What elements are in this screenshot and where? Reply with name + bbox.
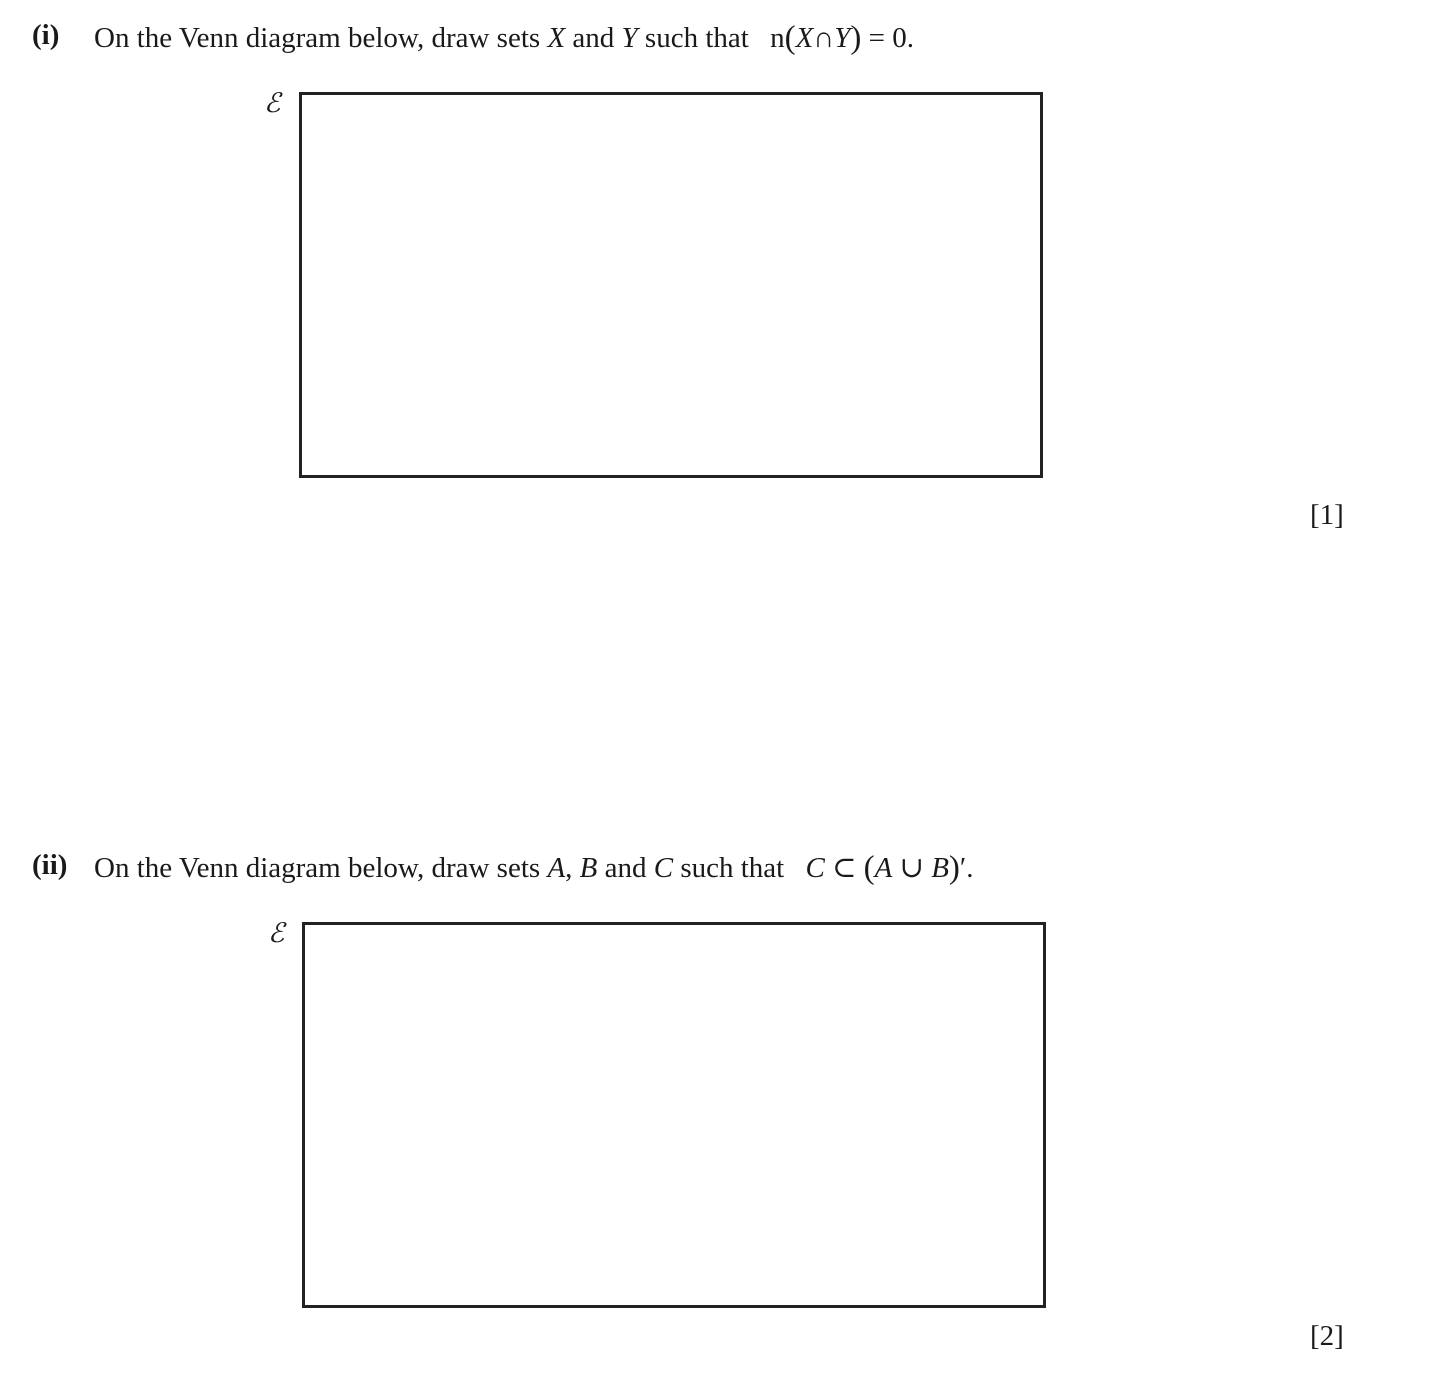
set-x-label: X [547, 22, 566, 54]
math-c: C [805, 852, 825, 884]
subset-symbol: ⊂ [832, 852, 857, 884]
set-c-label: C [653, 852, 674, 884]
question-i-text [94, 21, 914, 54]
union-symbol: ∪ [899, 852, 924, 884]
marks-ii: [2] [1310, 1320, 1344, 1352]
math-x: X [795, 22, 814, 54]
question-ii-prefix: On the Venn diagram below, draw sets [94, 852, 541, 884]
venn-diagram-box-i[interactable] [299, 92, 1043, 478]
and-word: and [604, 852, 647, 884]
open-paren: ( [784, 20, 796, 56]
intersection-symbol: ∩ [813, 22, 835, 54]
question-i-number: (i) [32, 19, 60, 51]
close-paren: ) [850, 20, 862, 56]
period: . [966, 852, 974, 884]
question-i-prefix: On the Venn diagram below, draw sets [94, 22, 541, 54]
intersection-condition [770, 22, 914, 54]
such-that: such that [644, 22, 749, 54]
and-word: and [572, 22, 615, 54]
close-paren: ) [948, 850, 960, 886]
question-ii-text [94, 851, 974, 884]
marks-i: [1] [1310, 499, 1344, 531]
math-b: B [931, 852, 949, 884]
n-function: n [770, 22, 785, 54]
subset-condition [806, 852, 974, 884]
question-ii-number: (ii) [32, 849, 68, 881]
math-a: A [874, 852, 893, 884]
universal-set-icon: ℰ [264, 88, 281, 119]
open-paren: ( [863, 850, 875, 886]
set-y-label: Y [621, 22, 638, 54]
equals-zero: = 0. [868, 22, 914, 54]
set-a-label: A [547, 852, 566, 884]
such-that: such that [680, 852, 785, 884]
complement-prime: ′ [959, 852, 967, 884]
math-y: Y [834, 22, 851, 54]
set-b-label: B [579, 852, 598, 884]
venn-diagram-box-ii[interactable] [302, 922, 1046, 1308]
comma: , [565, 852, 573, 884]
universal-set-icon: ℰ [268, 918, 285, 949]
